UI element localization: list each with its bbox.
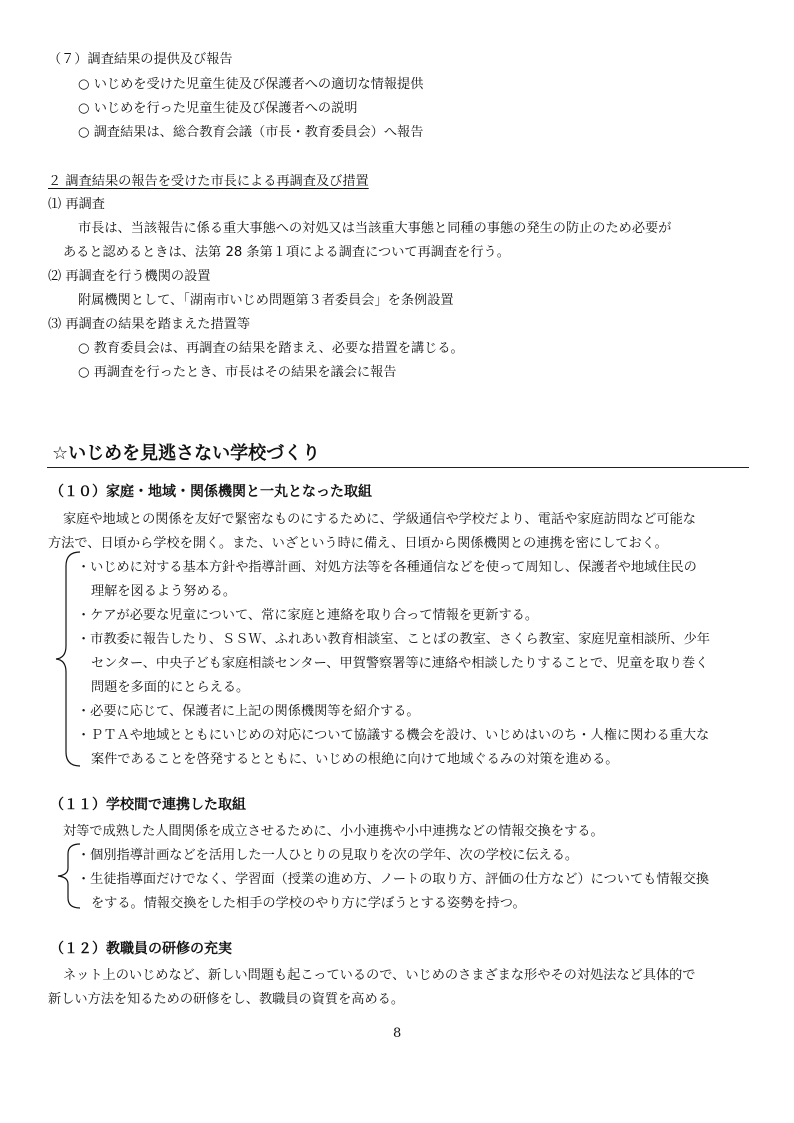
section-2-title: ２ 調査結果の報告を受けた市長による再調査及び措置 xyxy=(48,174,369,189)
subsection-1-text: 市長は、当該報告に係る重大事態への対処又は当該重大事態と同種の事態の発生の防止のため必要が xyxy=(78,221,672,236)
list-item-cont: 問題を多面的にとらえる。 xyxy=(91,680,250,695)
list-item: ・生徒指導面だけでなく、学習面（授業の進め方、ノートの取り方、評価の仕方など）についても情報交換 xyxy=(77,872,710,887)
list-item: ・必要に応じて、保護者に上記の関係機関等を紹介する。 xyxy=(77,704,420,719)
subsection-2-title: ⑵ 再調査を行う機関の設置 xyxy=(48,269,211,284)
section-7-item: ○ いじめを行った児童生徒及び保護者への説明 xyxy=(78,101,358,116)
subsection-1-title: ⑴ 再調査 xyxy=(48,197,105,212)
list-item: ・ケアが必要な児童について、常に家庭と連絡を取り合って情報を更新する。 xyxy=(77,608,539,623)
section-10-title: （１０）家庭・地域・関係機関と一丸となった取組 xyxy=(50,484,372,500)
page-number: 8 xyxy=(393,1026,402,1041)
section-10-intro: 方法で、日頃から学校を開く。また、いざという時に備え、日頃から関係機関との連携を密にしておく。 xyxy=(48,536,668,551)
heading-underline xyxy=(47,467,749,468)
list-item: ・ＰＴＡや地域とともにいじめの対応について協議する機会を設け、いじめはいのち・人権に関わる重大な xyxy=(77,728,710,743)
subsection-1-text: あると認めるときは、法第 28 条第１項による調査について再調査を行う。 xyxy=(63,245,510,260)
main-heading: ☆いじめを見逃さない学校づくり xyxy=(52,443,321,464)
subsection-3-item: ○ 再調査を行ったとき、市長はその結果を議会に報告 xyxy=(78,365,397,380)
subsection-3-title: ⑶ 再調査の結果を踏まえた措置等 xyxy=(48,317,251,332)
list-item-cont: センター、中央子ども家庭相談センター、甲賀警察署等に連絡や相談したりすることで、児童を取り巻く xyxy=(91,656,709,671)
section-11-title: （１１）学校間で連携した取組 xyxy=(50,797,246,813)
section-7-title: （７）調査結果の提供及び報告 xyxy=(48,52,233,67)
list-item: ・いじめに対する基本方針や指導計画、対処方法等を各種通信などを使って周知し、保護者や地域住民の xyxy=(77,560,697,575)
section-12-text: 新しい方法を知るための研修をし、教職員の資質を高める。 xyxy=(48,992,405,1007)
section-7-item: ○ 調査結果は、総合教育会議（市長・教育委員会）へ報告 xyxy=(78,125,424,140)
section-12-text: ネット上のいじめなど、新しい問題も起こっているので、いじめのさまざまな形やその対処法など具体的で xyxy=(63,968,696,983)
list-item: ・個別指導計画などを活用した一人ひとりの見取りを次の学年、次の学校に伝える。 xyxy=(77,848,579,863)
subsection-2-text: 附属機関として、「湖南市いじめ問題第３者委員会」を条例設置 xyxy=(78,293,454,308)
list-item: ・市教委に報告したり、ＳＳＷ、ふれあい教育相談室、ことばの教室、さくら教室、家庭児童相談所、少年 xyxy=(77,632,710,647)
section-12-title: （１２）教職員の研修の充実 xyxy=(50,941,232,957)
list-item-cont: 案件であることを啓発するとともに、いじめの根絶に向けて地域ぐるみの対策を進める。 xyxy=(91,752,619,767)
subsection-3-item: ○ 教育委員会は、再調査の結果を踏まえ、必要な措置を講じる。 xyxy=(78,341,464,356)
section-10-intro: 家庭や地域との関係を友好で緊密なものにするために、学級通信や学校だより、電話や家庭訪問など可能な xyxy=(63,512,696,527)
list-item-cont: をする。情報交換をした相手の学校のやり方に学ぼうとする姿勢を持つ。 xyxy=(91,896,526,911)
section-7-item: ○ いじめを受けた児童生徒及び保護者への適切な情報提供 xyxy=(78,77,424,92)
section-11-intro: 対等で成熟した人間関係を成立させるために、小小連携や小中連携などの情報交換をする。 xyxy=(63,824,604,839)
list-item-cont: 理解を図るよう努める。 xyxy=(91,584,237,599)
